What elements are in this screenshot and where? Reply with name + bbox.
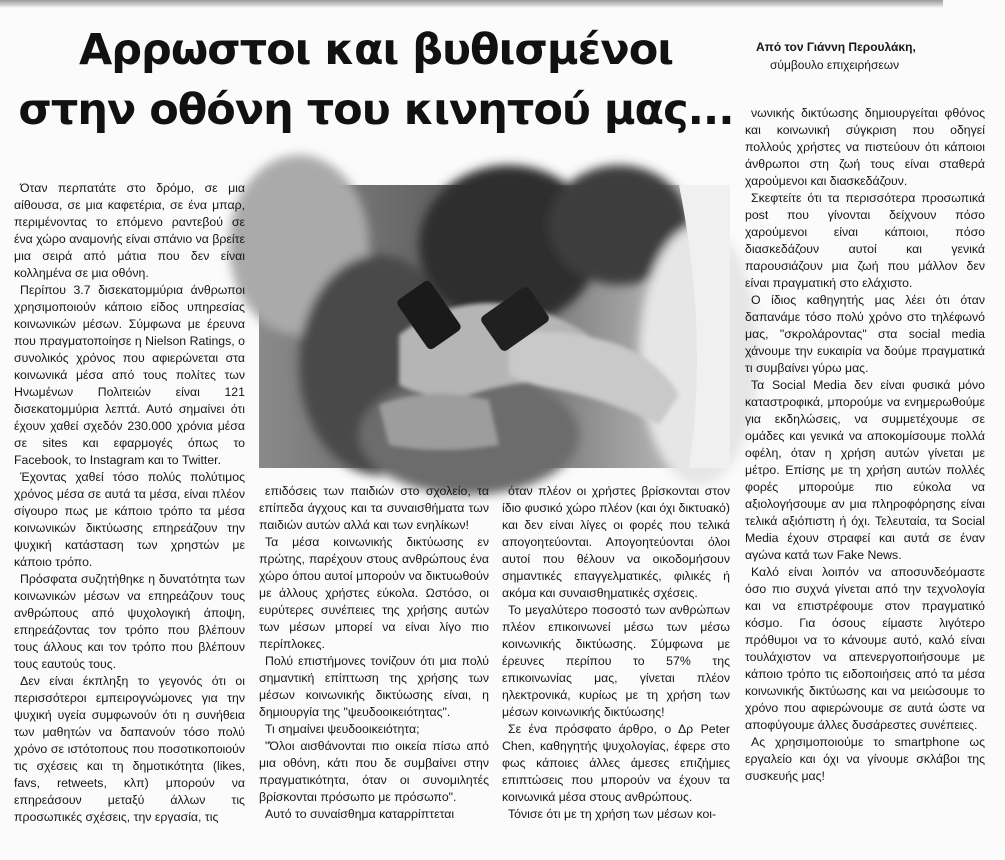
paragraph: Πρόσφατα συζητήθηκε η δυνατότητα των κοινωνικών μέσων να επηρεάζουν τους ανθρώπους από ψυχολογική άποψη, επηρεάζοντας τον τρόπο που βλέπουν τους άλλους και τον τρόπο που βλέπουν τους εαυτούς τους.	[14, 572, 245, 671]
paragraph: νωνικής δικτύωσης δημιουργείται φθόνος και κοινωνική σύγκριση που οδηγεί πολλούς χρήστες να πιστεύουν ότι κάποιοι άνθρωποι στη ζωή τους είναι σταθερά χαρούμενοι και διασκεδάζουν.	[745, 106, 985, 188]
paragraph: Δεν είναι έκπληξη το γεγονός ότι οι περισσότεροι εμπειρογνώμονες για την ψυχική υγεία συμφωνούν ότι η συνήθεια των μαθητών να δαπανούν τόσο πολύ χρόνο σε ιστότοπους που ποσοτικοποιούν τις σχέσεις και τη δημοτικότητα (likes, favs, retweets, κλπ) μπορούν να επηρεάσουν μεταξύ άλλων τις προσωπικές σχέσεις, την εργασία, τις	[14, 674, 245, 824]
author-name: Από τον Γιάννη Περουλάκη,	[756, 40, 916, 54]
paragraph: Τα μέσα κοινωνικής δικτύωσης εν πρώτης, παρέχουν στους ανθρώπους ένα χώρο όπου αυτοί μπορούν να δικτυωθούν με άλλους χρήστες εύκολα. Ωστόσο, οι ευρύτερες συνέπειες της χρήσης αυτών των μέσων μπορεί να είναι λίγο πιο περίπλοκες.	[259, 535, 489, 651]
page-top-edge	[0, 0, 943, 8]
paragraph: Ο ίδιος καθηγητής μας λέει ότι όταν δαπανάμε τόσο πολύ χρόνο στο τηλέφωνό μας, "σκρολάροντας" στα social media χάνουμε την ευκαιρία να δούμε πραγματικά τι συμβαίνει γύρω μας.	[745, 293, 985, 375]
paragraph: Έχοντας χαθεί τόσο πολύς πολύτιμος χρόνος μέσα σε αυτά τα μέσα, είναι πλέον σίγουρο πως με κάποιο τρόπο τα μέσα κοινωνικών δικτύωσης επηρεάζουν την ψυχική κατάσταση των χρηστών με κάποιο τρόπο.	[14, 470, 245, 569]
paragraph: Όταν περπατάτε στο δρόμο, σε μια αίθουσα, σε μια καφετέρια, σε ένα μπαρ, περιμένοντας το επόμενο ραντεβού σε ένα χώρο αναμονής είναι σπάνιο να βρείτε μια σειρά από μάτια που δεν είναι κολλημένα σε μια οθόνη.	[14, 181, 245, 280]
paragraph: Αυτό το συναίσθημα καταρρίπτεται	[265, 807, 455, 821]
paragraph: επιδόσεις των παιδιών στο σχολείο, τα επίπεδα άγχους και τα συναισθήματα των παιδιών αυτών αλλά και των ενηλίκων!	[259, 484, 489, 532]
paragraph: Τόνισε ότι με τη χρήση των μέσων κοι-	[508, 807, 717, 821]
paragraph: Πολύ επιστήμονες τονίζουν ότι μια πολύ σημαντική επίπτωση της χρήσης των μέσων κοινωνικής δικτύωσης είναι, η δημιουργία της "ψευδοοικειότητας".	[259, 654, 489, 719]
author-role: σύμβουλο επιχειρήσεων	[770, 58, 900, 72]
article-column-3	[502, 483, 730, 823]
paragraph: "Όλοι αισθάνονται πιο οικεία πίσω από μια οθόνη, κάτι που δε συμβαίνει στην πραγματικότητα, όταν οι συνομιλητές βρίσκονται πρόσωπο με πρόσωπο".	[259, 739, 489, 804]
paragraph: Καλό είναι λοιπόν να αποσυνδεόμαστε όσο πιο συχνά γίνεται από την τεχνολογία και να επιστρέφουμε στον πραγματικό κόσμο. Για όσους είμαστε λιγότερο πρόθυμοι να το κάνουμε αυτό, καλό είναι τουλάχιστον να απενεργοποιήσουμε με κάποιο τρόπο τις ειδοποιήσεις από τα μέσα κοινωνικής δικτύωσης και να μειώσουμε το χρόνο που αφιερώνουμε σε αυτά ώστε να αποφύγουμε άλλες δυσάρεστες συνέπειες.	[745, 565, 985, 732]
paragraph: Σκεφτείτε ότι τα περισσότερα προσωπικά post που γίνονται δείχνουν πόσο χαρούμενοι είναι κάποιοι, πόσο διασκεδάζουν αυτοί και γενικά παρουσιάζουν μια ζωή που μάλλον δεν είναι πραγματική στο ελάχιστο.	[745, 191, 985, 290]
paragraph: Περίπου 3.7 δισεκατομμύρια άνθρωποι χρησιμοποιούν κάποιο είδος υπηρεσίας κοινωνικών μέσων. Σύμφωνα με έρευνα που πραγματοποίησε η Nielson Ratings, ο συνολικός χρόνος που αφιερώνεται στα κοινωνικά μέσα από τους πολίτες των Ηνωμένων Πολιτειών είναι 121 δισεκατομμύρια λεπτά. Αυτό σημαίνει ότι έχουν χαθεί σχεδόν 230.000 χρόνια μέσα σε sites και εφαρμογές όπως το Facebook, το Instagram και το Twitter.	[14, 283, 245, 467]
paragraph: όταν πλέον οι χρήστες βρίσκονται στον ίδιο φυσικό χώρο πλέον (και όχι δικτυακό) και δεν είναι λίγες οι φορές που τελικά απογοητεύονται. Απογοητεύονται όλοι αυτοί που θέλουν να οικοδομήσουν σημαντικές επαγγελματικές, φιλικές ή ακόμα και συναισθηματικές σχέσεις.	[502, 484, 730, 600]
paragraph: Τι σημαίνει ψευδοοικειότητα;	[265, 722, 420, 736]
headline	[16, 20, 736, 140]
byline	[756, 38, 956, 74]
headline-line-2: στην οθόνη του κινητού μας...	[18, 85, 734, 135]
article-column-1	[14, 180, 245, 826]
headline-line-1: Αρρωστοι και βυθισμένοι	[79, 25, 673, 75]
article-column-2	[259, 483, 489, 823]
paragraph: Σε ένα πρόσφατο άρθρο, ο Δρ Peter Chen, καθηγητής ψυχολογίας, έφερε στο φως κάποιες άλλες άμεσες επιζήμιες επιπτώσεις που μπορούν να έχουν τα κοινωνικά μέσα στους ανθρώπους.	[502, 722, 730, 804]
smartphone-users-photo-icon	[259, 185, 730, 468]
paragraph: Το μεγαλύτερο ποσοστό των ανθρώπων πλέον επικοινωνεί μέσω των μέσω κοινωνικής δικτύωσης. Σύμφωνα με έρευνες περίπου το 57% της επικοινωνίας μας, γίνεται πλέον ηλεκτρονικά, κυρίως με τη χρήση των μέσων κοινωνικής δικτύωσης!	[502, 603, 730, 719]
paragraph: Ας χρησιμοποιούμε το smartphone ως εργαλείο και όχι να γίνουμε σκλάβοι της συσκευής μας!	[745, 735, 985, 783]
paragraph: Τα Social Media δεν είναι φυσικά μόνο καταστροφικά, μπορούμε να ενημερωθούμε για εκδηλώσεις, να συμμετέχουμε σε ομάδες και γενικά να αποκομίσουμε πολλά οφέλη, όταν η χρήση αυτών γίνεται με μέτρο. Επίσης με τη χρήση αυτών πολλές φορές μπορούμε πιο εύκολα να αξιολογήσουμε αν μια πληροφόρησης είναι τελικά αξιόπιστη ή όχι. Τελευταία, τα Social Media έχουν στραφεί και αυτά σε έναν αγώνα κατά των Fake News.	[745, 378, 985, 562]
article-photo	[259, 185, 730, 468]
article-column-4	[745, 105, 1005, 785]
